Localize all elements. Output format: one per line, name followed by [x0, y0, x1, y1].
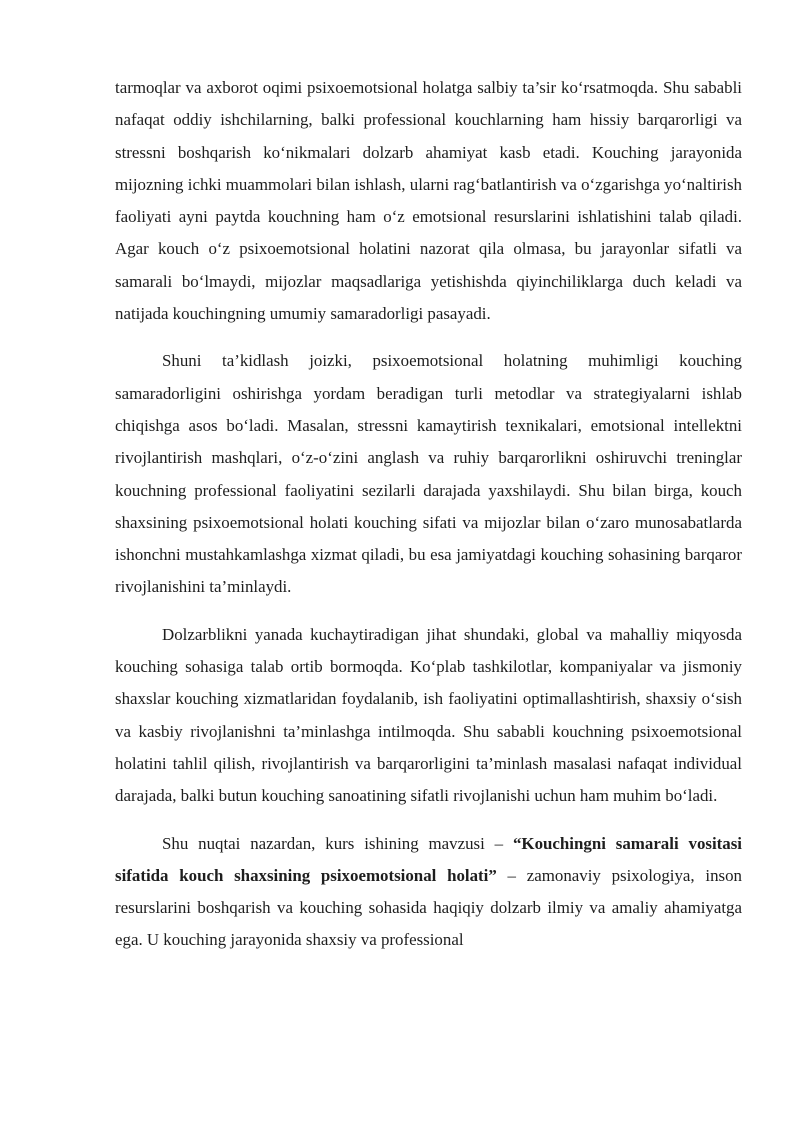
paragraph-3: Dolzarblikni yanada kuchaytiradigan jihat shundaki, global va mahalliy miqyosda kouching sohasiga talab ortib bormoqda. Ko‘plab tashkilotlar, kompaniyalar va jismoniy shaxslar kouching xizmatlaridan foydalanib, ish faoliyatini optimallashtirish, shaxsiy o‘sish va kasbiy rivojlanishni ta’minlashga intilmoqda. Shu sababli kouchning psixoemotsional holatini tahlil qilish, rivojlantirish va barqarorligini ta’minlash masalasi nafaqat individual darajada, balki butun kouching sanoatining sifatli rivojlanishi uchun ham muhim bo‘ladi.	[115, 624, 742, 806]
paragraph-4-lead: Shu nuqtai nazardan, kurs ishining mavzusi –	[162, 833, 513, 853]
body-text	[115, 72, 742, 972]
paragraph-4-rest: – zamonaviy psixologiya, inson resurslarini boshqarish va kouching sohasida haqiqiy dolzarb ilmiy va amaliy ahamiyatga ega. U kouching jarayonida shaxsiy va professional	[115, 865, 742, 950]
course-topic-title: “Kouchingni samarali vositasi sifatida kouch shaxsining psixoemotsional holati”	[115, 833, 742, 885]
paragraph-1: tarmoqlar va axborot oqimi psixoemotsional holatga salbiy ta’sir ko‘rsatmoqda. Shu sababli nafaqat oddiy ishchilarning, balki professional kouchlarning ham hissiy barqarorligi va stressni boshqarish ko‘nikmalari dolzarb ahamiyat kasb etadi. Kouching jarayonida mijozning ichki muammolari bilan ishlash, ularni rag‘batlantirish va o‘zgarishga yo‘naltirish faoliyati ayni paytda kouchning ham o‘z emotsional resurslarini ishlatishini talab qiladi. Agar kouch o‘z psixoemotsional holatini nazorat qila olmasa, bu jarayonlar sifatli va samarali bo‘lmaydi, mijozlar maqsadlariga yetishishda qiyinchiliklarga duch keladi va natijada kouchingning umumiy samaradorligi pasayadi.	[115, 78, 742, 324]
paragraph-2: Shuni ta’kidlash joizki, psixoemotsional holatning muhimligi kouching samaradorligini oshirishga yordam beradigan turli metodlar va strategiyalarni ishlab chiqishga asos bo‘ladi. Masalan, stressni kamaytirish texnikalari, emotsional intellektni rivojlantirish mashqlari, o‘z-o‘zini anglash va ruhiy barqarorlikni oshiruvchi treninglar kouchning professional faoliyatini sezilarli darajada yaxshilaydi. Shu bilan birga, kouch shaxsining psixoemotsional holati kouching sifati va mijozlar bilan o‘zaro munosabatlarda ishonchni mustahkamlashga xizmat qiladi, bu esa jamiyatdagi kouching sohasining barqaror rivojlanishini ta’minlaydi.	[115, 351, 742, 597]
paragraph-4	[115, 828, 742, 957]
